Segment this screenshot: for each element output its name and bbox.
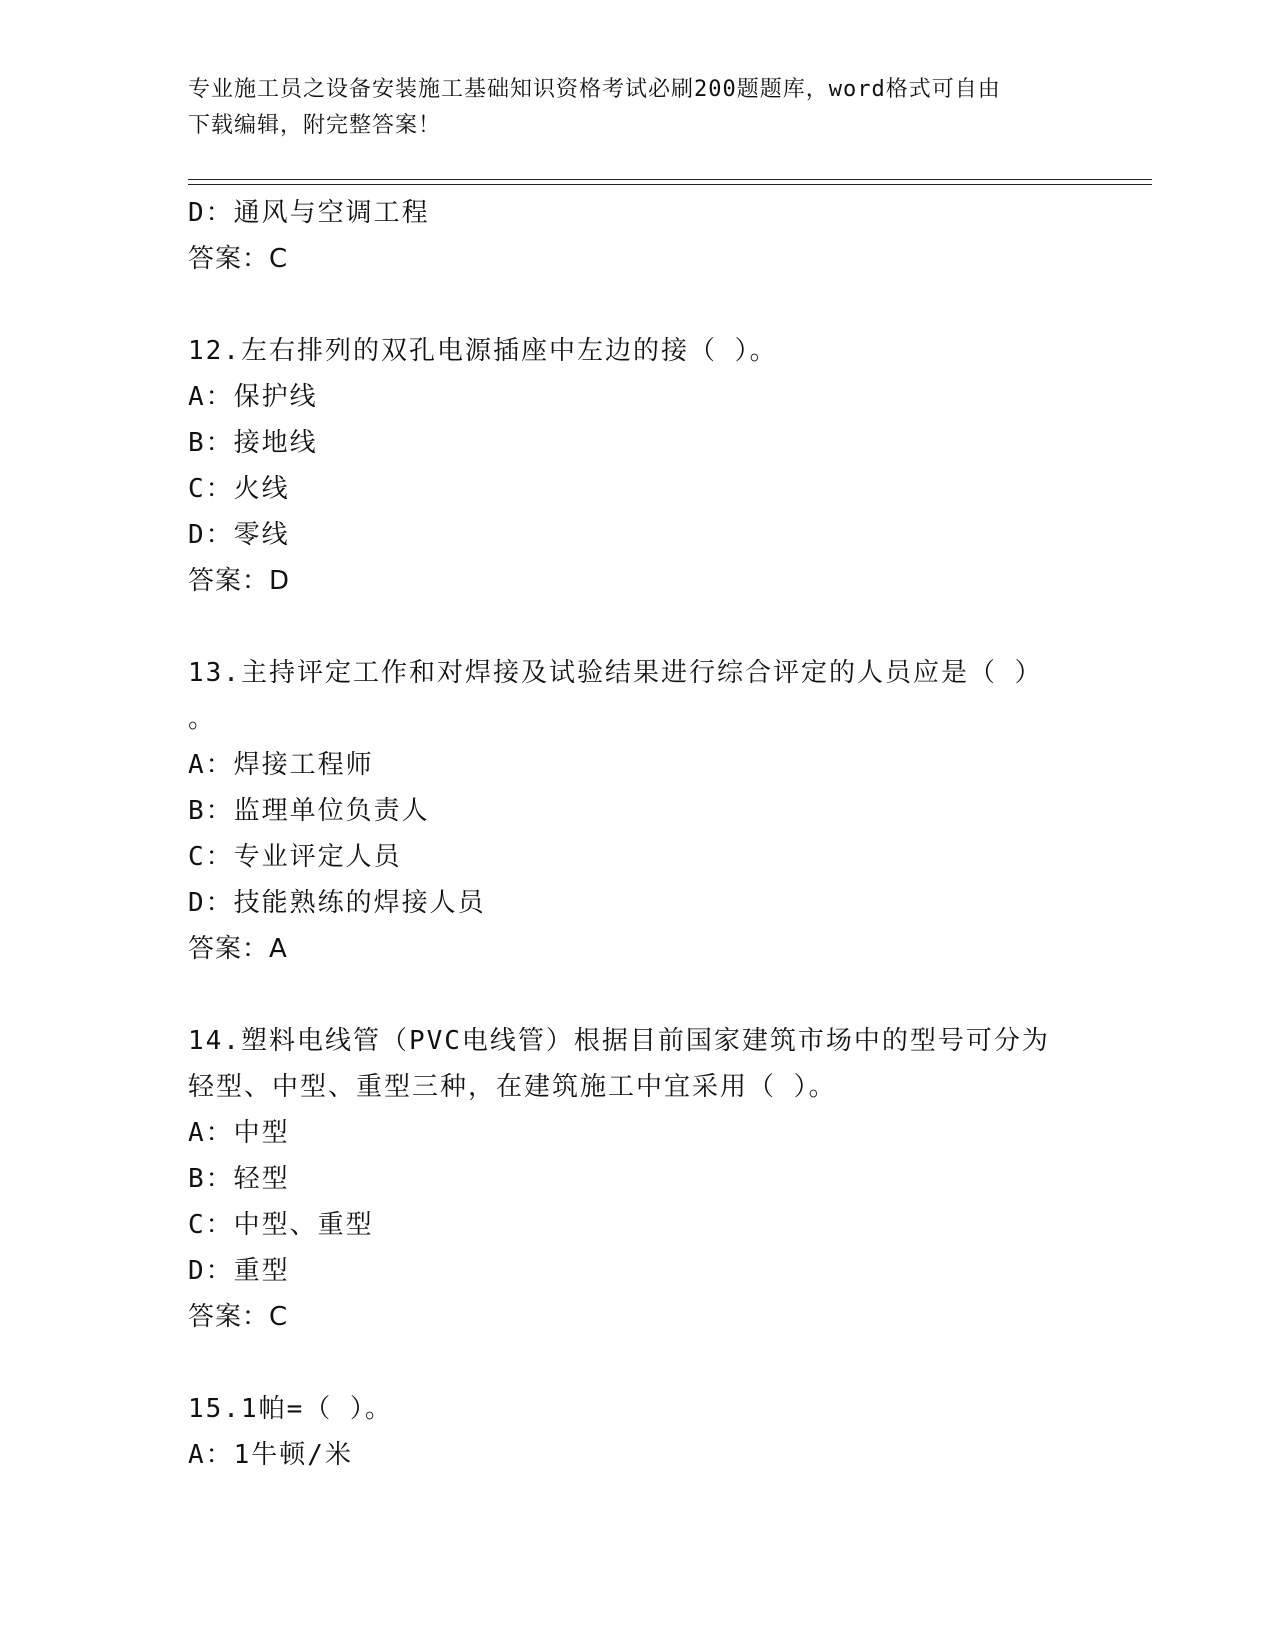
option-d: D：技能熟练的焊接人员 [188,888,486,918]
option-a: A：保护线 [188,382,318,412]
option-d: D：零线 [188,520,290,550]
header-title-line-1: 专业施工员之设备安装施工基础知识资格考试必刷200题题库，word格式可自由 [188,77,1001,102]
question-text: 14.塑料电线管（PVC电线管）根据目前国家建筑市场中的型号可分为 [188,1026,1050,1056]
option-b: B：轻型 [188,1164,290,1194]
option-b: B：监理单位负责人 [188,796,430,826]
option-b: B：接地线 [188,428,318,458]
carry-over-option-d: D：通风与空调工程 [188,198,430,228]
question-text-continued: 轻型、中型、重型三种，在建筑施工中宜采用（ ）。 [188,1072,837,1102]
spacer [188,1340,1088,1386]
carry-over-answer: 答案：C [188,244,289,274]
question-list [188,190,1088,1478]
option-c: C：专业评定人员 [188,842,402,872]
option-c: C：火线 [188,474,290,504]
answer: 答案：A [188,934,288,964]
question-12 [188,328,1088,604]
question-text-continued: 。 [188,704,217,734]
option-a: A：1牛顿/米 [188,1440,353,1470]
answer: 答案：D [188,566,291,596]
question-text: 12.左右排列的双孔电源插座中左边的接（ ）。 [188,336,778,366]
header-divider-top [188,179,1152,180]
option-d: D：重型 [188,1256,290,1286]
option-a: A：中型 [188,1118,290,1148]
spacer [188,282,1088,328]
question-text: 15.1帕=（ ）。 [188,1394,393,1424]
question-text: 13.主持评定工作和对焊接及试验结果进行综合评定的人员应是（ ） [188,658,1043,688]
question-15 [188,1386,1088,1478]
spacer [188,972,1088,1018]
header-divider-bottom [188,184,1152,185]
answer: 答案：C [188,1302,289,1332]
question-14 [188,1018,1088,1340]
header-title-line-2: 下载编辑，附完整答案！ [188,113,442,138]
option-c: C：中型、重型 [188,1210,374,1240]
spacer [188,604,1088,650]
question-13 [188,650,1088,972]
option-a: A：焊接工程师 [188,750,374,780]
document-header [188,72,1068,144]
